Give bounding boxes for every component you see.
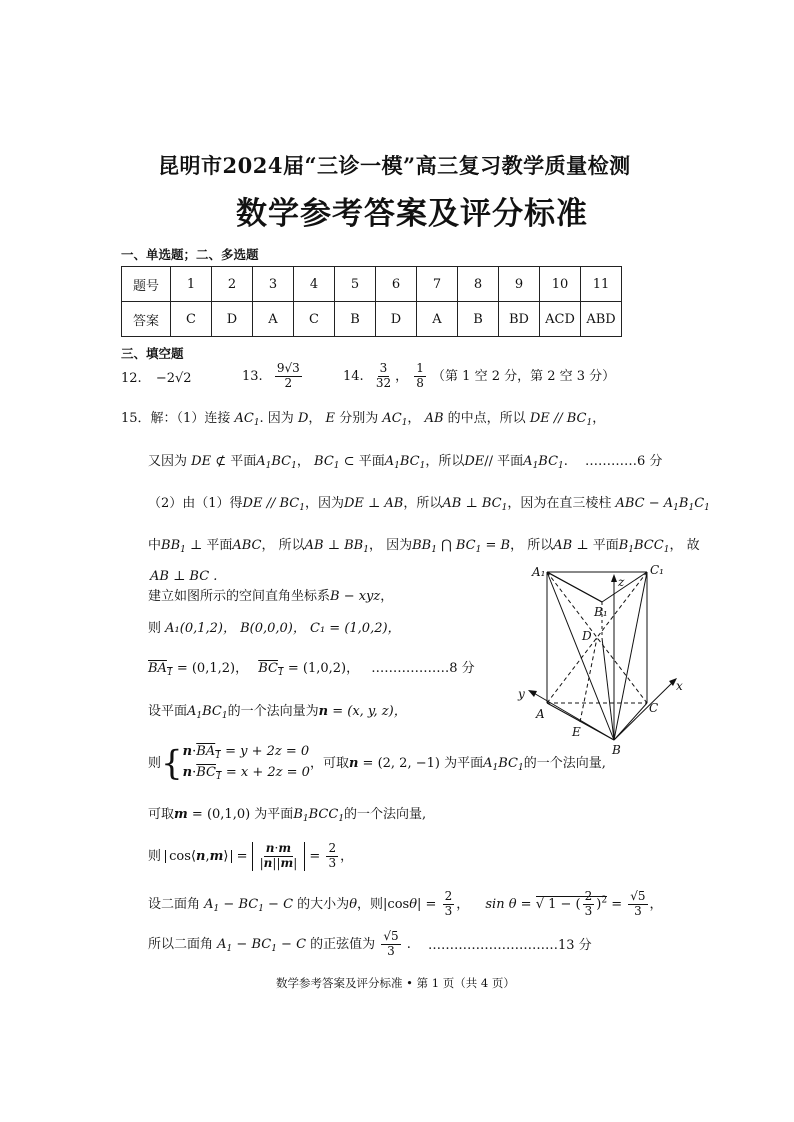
q15-line4: 中$BB_1$ ⊥ 平面ABC， 所以AB ⊥ $BB_1$， 因为$BB_1$ ⋂ $BC_1 = B$， 所以AB ⊥ 平面$B_1BCC_1$， 故 xyxy=(148,538,700,555)
label-A1: A₁ xyxy=(532,565,546,579)
section1-heading: 一、单选题；二、多选题 xyxy=(121,247,259,262)
score-6: …………6 分 xyxy=(585,454,663,469)
q15-line1: 15．解：（1）连接 $AC_1$. 因为 D， E 分别为 $AC_1$， AB 的中点，所以 DE // $BC_1$， xyxy=(121,411,606,428)
label-y: y xyxy=(518,687,525,701)
row-label-number: 题号 xyxy=(122,267,171,302)
answer-cell: B xyxy=(335,302,376,337)
score-13: …………………………13 分 xyxy=(428,938,592,953)
q13-label: 13. xyxy=(242,368,263,384)
answer-cell: A xyxy=(417,302,458,337)
answer-cell: C xyxy=(171,302,212,337)
q15-line10: 则{ $n\cdot BA_1 = y + 2z = 0$ $n\cdot BC_1 = x + 2z = 0$ ，可取n = (2, 2, −1) 为平面$A_1BC_1$的一个法向量, xyxy=(148,743,606,784)
q15-line11: 可取m = (0,1,0) 为平面$B_1BCC_1$的一个法向量, xyxy=(148,807,427,824)
q15-line8: $BA_1 = (0,1,2)$， $BC_1 = (1,0,2)$， ………………8 分 xyxy=(148,661,475,678)
label-B: B xyxy=(612,743,621,757)
answer-cell: ACD xyxy=(540,302,581,337)
row-label-answer: 答案 xyxy=(122,302,171,337)
question-number: 2 xyxy=(212,267,253,302)
q15-line9: 设平面$A_1BC_1$的一个法向量为n = (x, y, z)， xyxy=(148,704,407,721)
answer-cell: C xyxy=(294,302,335,337)
question-number: 4 xyxy=(294,267,335,302)
question-number: 3 xyxy=(253,267,294,302)
question-number: 9 xyxy=(499,267,540,302)
question-number: 5 xyxy=(335,267,376,302)
label-D: D xyxy=(582,629,592,643)
table-row xyxy=(122,302,622,337)
label-x: x xyxy=(676,679,683,693)
question-number: 10 xyxy=(540,267,581,302)
q14-answer-b: $\frac{1}{8}$ xyxy=(416,361,424,390)
q12-label: 12. xyxy=(121,371,142,386)
q14-note: （第 1 空 2 分，第 2 空 3 分） xyxy=(432,368,616,384)
q12-answer: −2√2 xyxy=(155,371,192,386)
answer-cell: D xyxy=(376,302,417,337)
answer-table xyxy=(121,266,622,337)
label-E: E xyxy=(572,725,581,739)
answer-cell: ABD xyxy=(581,302,622,337)
q15-line14: 所以二面角 $A_1 - BC_1 - C$ 的正弦值为 $\frac{√5}{3}$ . xyxy=(148,929,411,958)
section3-heading: 三、填空题 xyxy=(121,346,184,361)
answer-cell: D xyxy=(212,302,253,337)
label-C1: C₁ xyxy=(650,563,664,577)
table-row xyxy=(122,267,622,302)
q15-line5: AB ⊥ BC . xyxy=(150,569,218,584)
q13 xyxy=(242,362,304,391)
q15-line13: 设二面角 $A_1 - BC_1 - C$ 的大小为θ，则|cosθ| = $\frac{2}{3}$ ， sin θ = √ 1 − ( $\frac{2}{3}$ )$^2$ = $\frac{√5}{3}$ ， xyxy=(148,889,663,918)
q15-line7: 则 A₁(0,1,2)， B(0,0,0)， C₁ = (1,0,2)， xyxy=(148,621,401,636)
score-8: ………………8 分 xyxy=(371,661,475,676)
q13-answer: $\frac{9√3}{2}$ xyxy=(276,361,300,390)
title-line2: 数学参考答案及评分标准 xyxy=(236,196,588,232)
answer-cell: BD xyxy=(499,302,540,337)
label-B1: B₁ xyxy=(594,605,608,619)
q15-line3: （2）由（1）得DE // $BC_1$，因为DE ⊥ AB，所以AB ⊥ $BC_1$，因为在直三棱柱 ABC − $A_1B_1C_1$ xyxy=(148,496,710,513)
title-line1: 昆明市2024届“三诊一模”高三复习教学质量检测 xyxy=(158,153,631,178)
q15-line2: 又因为 DE ⊄ 平面$A_1BC_1$， $BC_1$ ⊂ 平面$A_1BC_1$，所以DE// 平面$A_1BC_1$. xyxy=(148,454,568,471)
label-A: A xyxy=(536,707,545,721)
label-C: C xyxy=(649,701,659,715)
question-number: 8 xyxy=(458,267,499,302)
q14: 14. $\frac{3}{32}$ ， $\frac{1}{8}$ （第 1 空 2 分，第 2 空 3 分） xyxy=(343,361,616,390)
prism-figure xyxy=(510,560,700,760)
label-z: z xyxy=(618,575,625,589)
q14-label: 14. xyxy=(343,368,364,384)
answer-cell: B xyxy=(458,302,499,337)
question-number: 7 xyxy=(417,267,458,302)
page-footer: 数学参考答案及评分标准 • 第 1 页（共 4 页） xyxy=(276,976,515,990)
q15-line12: 则 cos⟨n,m⟩ = $\frac{n\cdot m}{|n||m|}$ = $\frac{2}{3}$ ， xyxy=(148,841,354,870)
question-number: 6 xyxy=(376,267,417,302)
question-number: 11 xyxy=(581,267,622,302)
q12 xyxy=(121,372,192,385)
answer-cell: A xyxy=(253,302,294,337)
q14-answer-a: $\frac{3}{32}$ xyxy=(375,361,392,390)
question-number: 1 xyxy=(171,267,212,302)
q15-line6: 建立如图所示的空间直角坐标系B − xyz， xyxy=(148,589,394,604)
